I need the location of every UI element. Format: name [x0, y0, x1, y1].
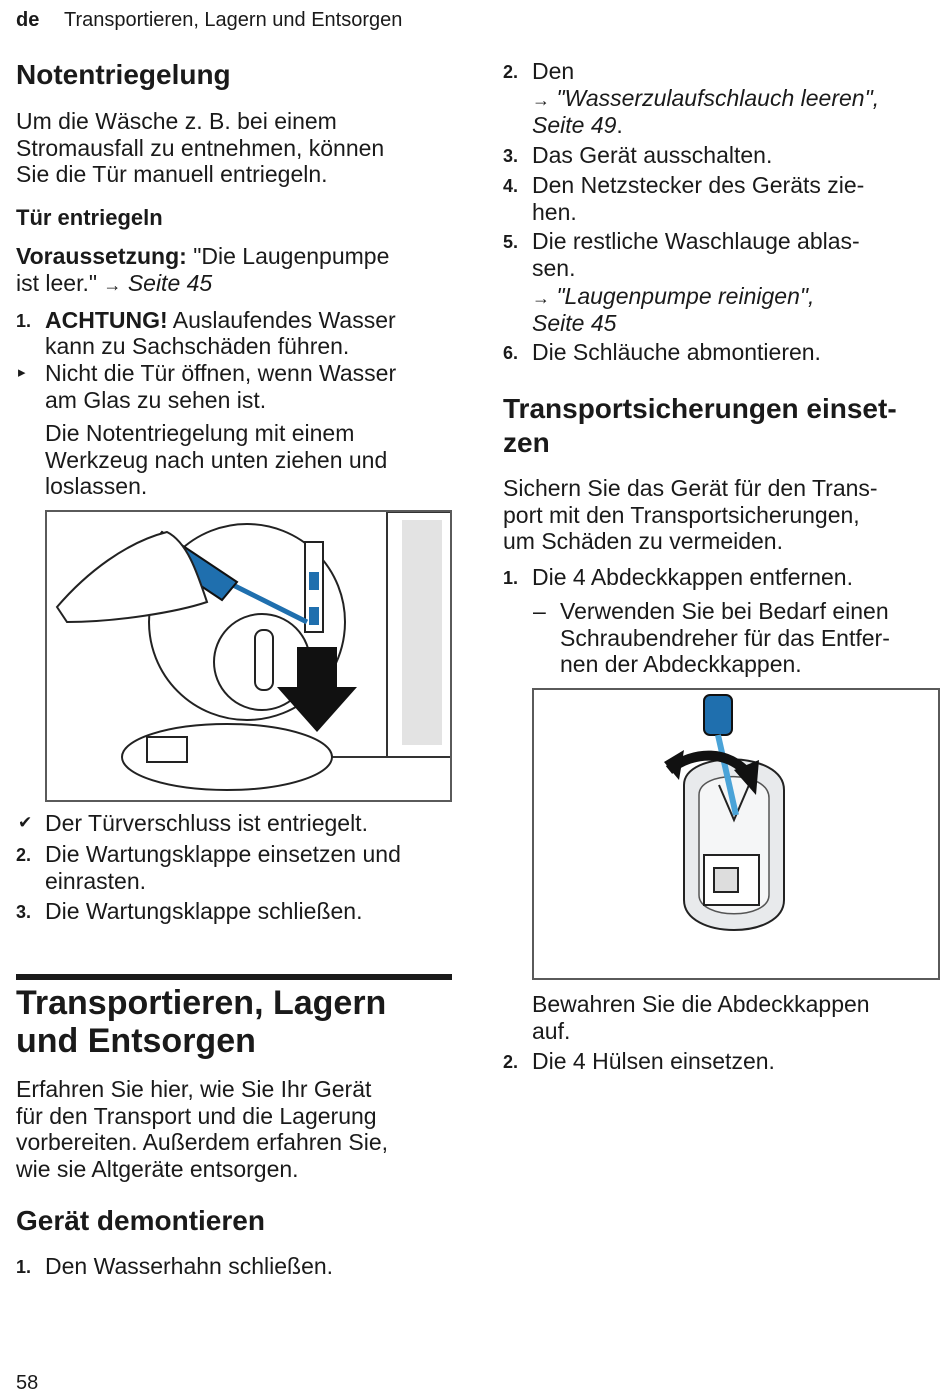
keep-line-1: Bewahren Sie die Abdeckkappen — [532, 991, 870, 1017]
chapter-intro-4: wie sie Altgeräte entsorgen. — [16, 1155, 299, 1182]
bullet-line-2: am Glas zu sehen ist. — [45, 386, 267, 413]
step-number: 6. — [503, 343, 519, 363]
voraussetzung-line2-text: ist leer." — [16, 270, 98, 296]
dash-line-3: nen der Abdeckkappen. — [560, 651, 802, 677]
step2-line-1: Die Wartungsklappe einsetzen und — [45, 841, 401, 867]
cover-cap-illustration — [534, 690, 938, 978]
link-seite-45[interactable]: Seite 45 — [127, 270, 213, 296]
voraussetzung-label: Voraussetzung: — [16, 243, 187, 269]
bullet-line-1: Nicht die Tür öffnen, wenn Wasser — [45, 360, 397, 386]
sicherung-intro-3: um Schäden zu vermeiden. — [503, 528, 783, 554]
step5-link-line-1 — [532, 283, 814, 312]
step6-text: Die Schläuche abmontieren. — [532, 339, 821, 365]
voraussetzung-line-2 — [16, 270, 212, 299]
chapter-intro-3: vorbereiten. Außerdem erfahren Sie, — [16, 1129, 389, 1155]
heading-transportsicherungen-1: Transportsicherungen einset- — [503, 393, 897, 424]
page-number: 58 — [16, 1372, 39, 1394]
subheading-tuer-entriegeln: Tür entriegeln — [16, 205, 163, 230]
step-number: 1. — [16, 311, 32, 331]
warning-line-2: kann zu Sachschäden führen. — [45, 333, 350, 359]
step1-text-2: Werkzeug nach unten ziehen und — [45, 446, 388, 473]
result-text: Der Türverschluss ist entriegelt. — [45, 810, 368, 836]
step-number: 3. — [503, 146, 519, 166]
step-number: 2. — [503, 62, 519, 82]
figure-cover-cap — [532, 688, 940, 980]
intro-line-2: Stromausfall zu entnehmen, können — [16, 134, 385, 161]
step-number: 2. — [503, 1052, 519, 1072]
step1-warning — [45, 307, 396, 334]
sicherung-intro-1: Sichern Sie das Gerät für den Trans- — [503, 475, 878, 501]
warning-text: Auslaufendes Wasser — [167, 307, 396, 333]
link-seite-45-right[interactable] — [532, 310, 616, 337]
step-number: 4. — [503, 176, 519, 196]
chapter-rule — [16, 974, 452, 980]
sicherung-intro-2: port mit den Transportsicherungen, — [503, 501, 860, 528]
period: . — [616, 112, 623, 138]
link-laugenpumpe-reinigen[interactable]: "Laugenpumpe reinigen", — [556, 283, 815, 309]
demontieren-step1: Den Wasserhahn schließen. — [45, 1253, 334, 1279]
step2-line-2: einrasten. — [45, 867, 147, 894]
intro-line-1: Um die Wäsche z. B. bei einem — [16, 108, 337, 134]
chapter-intro-2: für den Transport und die Lagerung — [16, 1102, 377, 1129]
step2-link-line-2 — [532, 112, 623, 139]
triangle-bullet-icon: ▸ — [18, 364, 26, 381]
step5-line-2: sen. — [532, 254, 576, 281]
link-seite-45-text[interactable]: Seite 45 — [532, 309, 617, 336]
arrow-icon: → — [103, 275, 122, 295]
dash-bullet: – — [533, 598, 546, 624]
keep-line-2: auf. — [532, 1017, 571, 1044]
voraussetzung-text: "Die Laugenpumpe — [186, 243, 390, 269]
dash-line-2: Schraubendreher für das Entfer- — [560, 624, 890, 651]
step-number: 1. — [16, 1257, 32, 1277]
running-header: Transportieren, Lagern und Entsorgen — [64, 9, 403, 31]
step3-ausschalten: Das Gerät ausschalten. — [532, 142, 773, 168]
step1-text-1: Die Notentriegelung mit einem — [45, 420, 355, 446]
step-number: 3. — [16, 902, 32, 922]
link-wasserzulaufschlauch[interactable]: "Wasserzulaufschlauch leeren", — [556, 85, 880, 111]
chapter-title-line-2: und Entsorgen — [16, 1022, 256, 1060]
step2-link-line-1 — [532, 85, 879, 114]
step-number: 2. — [16, 845, 32, 865]
chapter-title-line-1: Transportieren, Lagern — [16, 984, 387, 1022]
sicherung-step1: Die 4 Abdeckkappen entfernen. — [532, 564, 853, 590]
step5-line-1: Die restliche Waschlauge ablas- — [532, 228, 860, 254]
checkmark-icon: ✔ — [18, 813, 33, 832]
arrow-icon: → — [532, 288, 550, 308]
step1-text-3: loslassen. — [45, 473, 148, 499]
arrow-icon: → — [532, 90, 550, 110]
step4-line-1: Den Netzstecker des Geräts zie- — [532, 172, 865, 198]
heading-transportsicherungen-2: zen — [503, 427, 550, 458]
step-number: 1. — [503, 568, 519, 588]
sicherung-step2: Die 4 Hülsen einsetzen. — [532, 1048, 775, 1074]
step3-text: Die Wartungsklappe schließen. — [45, 898, 363, 924]
heading-geraet-demontieren: Gerät demontieren — [16, 1205, 265, 1236]
heading-notentriegelung: Notentriegelung — [16, 59, 231, 90]
language-code: de — [16, 9, 40, 31]
step4-line-2: hen. — [532, 198, 577, 225]
figure-emergency-release — [45, 510, 452, 802]
step-number: 5. — [503, 232, 519, 252]
warning-label: ACHTUNG! — [45, 307, 168, 333]
chapter-intro-1: Erfahren Sie hier, wie Sie Ihr Gerät — [16, 1076, 372, 1102]
dash-line-1: Verwenden Sie bei Bedarf einen — [560, 598, 889, 624]
link-seite-49[interactable]: Seite 49 — [532, 112, 617, 138]
intro-line-3: Sie die Tür manuell entriegeln. — [16, 161, 328, 187]
voraussetzung — [16, 243, 389, 270]
emergency-release-illustration — [47, 512, 450, 800]
step2-den: Den — [532, 58, 575, 84]
